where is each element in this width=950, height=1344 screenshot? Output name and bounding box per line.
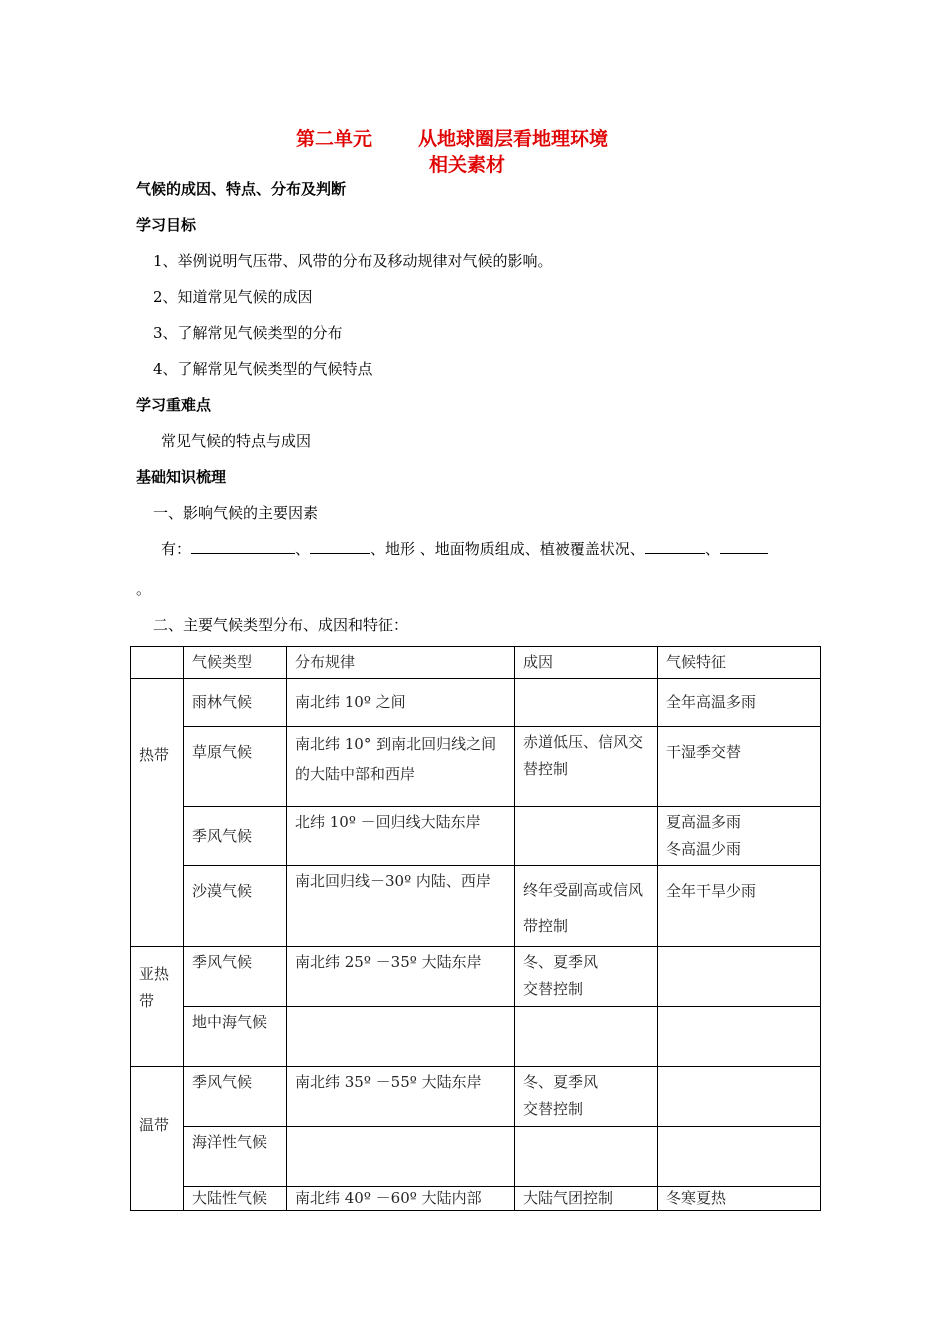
cause-cell: [515, 679, 658, 727]
table-row: [131, 727, 821, 807]
main-heading: 气候的成因、特点、分布及判断: [136, 180, 347, 198]
feature-cell: [658, 947, 821, 1007]
goal-item: 2、知道常见气候的成因: [153, 288, 313, 306]
dist-cell: 北纬 10º －回归线大陆东岸: [287, 807, 515, 866]
cause-cell: 大陆气团控制: [515, 1187, 658, 1211]
header-cell: 成因: [515, 647, 658, 679]
feature-cell: 全年干旱少雨: [658, 866, 821, 947]
zone-label: 带: [139, 992, 155, 1010]
cause-cell: [515, 1067, 658, 1127]
feature-cell: [658, 1007, 821, 1067]
feature-line: 夏高温多雨: [666, 813, 742, 831]
dist-cell: 南北回归线－30º 内陆、西岸: [287, 866, 515, 947]
header-cell: 气候类型: [184, 647, 287, 679]
title-line-2: 相关素材: [429, 154, 506, 176]
zone-cell-subtropical: [131, 947, 184, 1067]
feature-cell: [658, 1127, 821, 1187]
blank-field[interactable]: [191, 539, 295, 554]
table-row: [131, 1187, 821, 1211]
blank-field[interactable]: [645, 539, 705, 554]
type-cell: 大陆性气候: [184, 1187, 287, 1211]
zone-cell-tropical: 热带: [131, 679, 184, 947]
type-cell: 沙漠气候: [184, 866, 287, 947]
table-header-row: [131, 647, 821, 679]
title-topic: 从地球圈层看地理环境: [418, 128, 609, 150]
table-row: [131, 679, 821, 727]
cause-cell: 赤道低压、信风交替控制: [515, 727, 658, 807]
basics-heading: 基础知识梳理: [136, 468, 227, 486]
type-cell: 季风气候: [184, 1067, 287, 1127]
dist-cell: 南北纬 40º －60º 大陆内部: [287, 1187, 515, 1211]
factors-line: 有： 、 、地形 、地面物质组成、植被覆盖状况、 、: [161, 538, 768, 559]
type-cell: 季风气候: [184, 947, 287, 1007]
dist-cell: 南北纬 25º －35º 大陆东岸: [287, 947, 515, 1007]
blank-field[interactable]: [720, 539, 768, 554]
factors-mid: 、地形 、地面物质组成、植被覆盖状况、: [370, 540, 645, 558]
key-points-text: 常见气候的特点与成因: [161, 432, 312, 450]
zone-label: 亚热: [139, 965, 170, 983]
feature-cell: 干湿季交替: [658, 727, 821, 807]
feature-cell: [658, 1067, 821, 1127]
table-row: [131, 1127, 821, 1187]
dist-cell: 南北纬 10º 之间: [287, 679, 515, 727]
page-title: [296, 126, 608, 178]
feature-cell: 全年高温多雨: [658, 679, 821, 727]
blank-field[interactable]: [310, 539, 370, 554]
title-line-1: [296, 126, 608, 152]
header-cell: [131, 647, 184, 679]
cause-line: 冬、夏季风: [523, 1073, 599, 1091]
factors-end: 。: [136, 580, 152, 598]
type-cell: 草原气候: [184, 727, 287, 807]
type-cell: 地中海气候: [184, 1007, 287, 1067]
cause-line: 交替控制: [523, 1100, 584, 1118]
factors-prefix: 有：: [161, 540, 192, 558]
goal-item: 3、了解常见气候类型的分布: [153, 324, 343, 342]
dist-cell: 南北纬 10° 到南北回归线之间的大陆中部和西岸: [287, 727, 515, 807]
header-cell: 气候特征: [658, 647, 821, 679]
cause-cell: [515, 807, 658, 866]
dist-cell: [287, 1007, 515, 1067]
table-row: [131, 866, 821, 947]
section-2-heading: 二、主要气候类型分布、成因和特征：: [153, 616, 409, 634]
climate-table: [130, 646, 821, 1211]
type-cell: 海洋性气候: [184, 1127, 287, 1187]
cause-cell: [515, 1007, 658, 1067]
goal-item: 1、举例说明气压带、风带的分布及移动规律对气候的影响。: [153, 252, 553, 270]
title-unit: 第二单元: [296, 128, 373, 150]
type-cell: 雨林气候: [184, 679, 287, 727]
header-cell: 分布规律: [287, 647, 515, 679]
feature-cell: 冬寒夏热: [658, 1187, 821, 1211]
table-row: [131, 1067, 821, 1127]
section-1-heading: 一、影响气候的主要因素: [153, 504, 319, 522]
table-row: [131, 807, 821, 866]
zone-cell-temperate: 温带: [131, 1067, 184, 1211]
type-cell: 季风气候: [184, 807, 287, 866]
goal-item: 4、了解常见气候类型的气候特点: [153, 360, 373, 378]
table-row: [131, 1007, 821, 1067]
dist-cell: [287, 1127, 515, 1187]
table-row: [131, 947, 821, 1007]
cause-cell: [515, 1127, 658, 1187]
dist-cell: 南北纬 35º －55º 大陆东岸: [287, 1067, 515, 1127]
cause-cell: [515, 947, 658, 1007]
goals-heading: 学习目标: [136, 216, 197, 234]
cause-line: 交替控制: [523, 980, 584, 998]
feature-line: 冬高温少雨: [666, 840, 742, 858]
feature-cell: [658, 807, 821, 866]
cause-cell: 终年受副高或信风带控制: [515, 866, 658, 947]
cause-line: 冬、夏季风: [523, 953, 599, 971]
key-points-heading: 学习重难点: [136, 396, 212, 414]
